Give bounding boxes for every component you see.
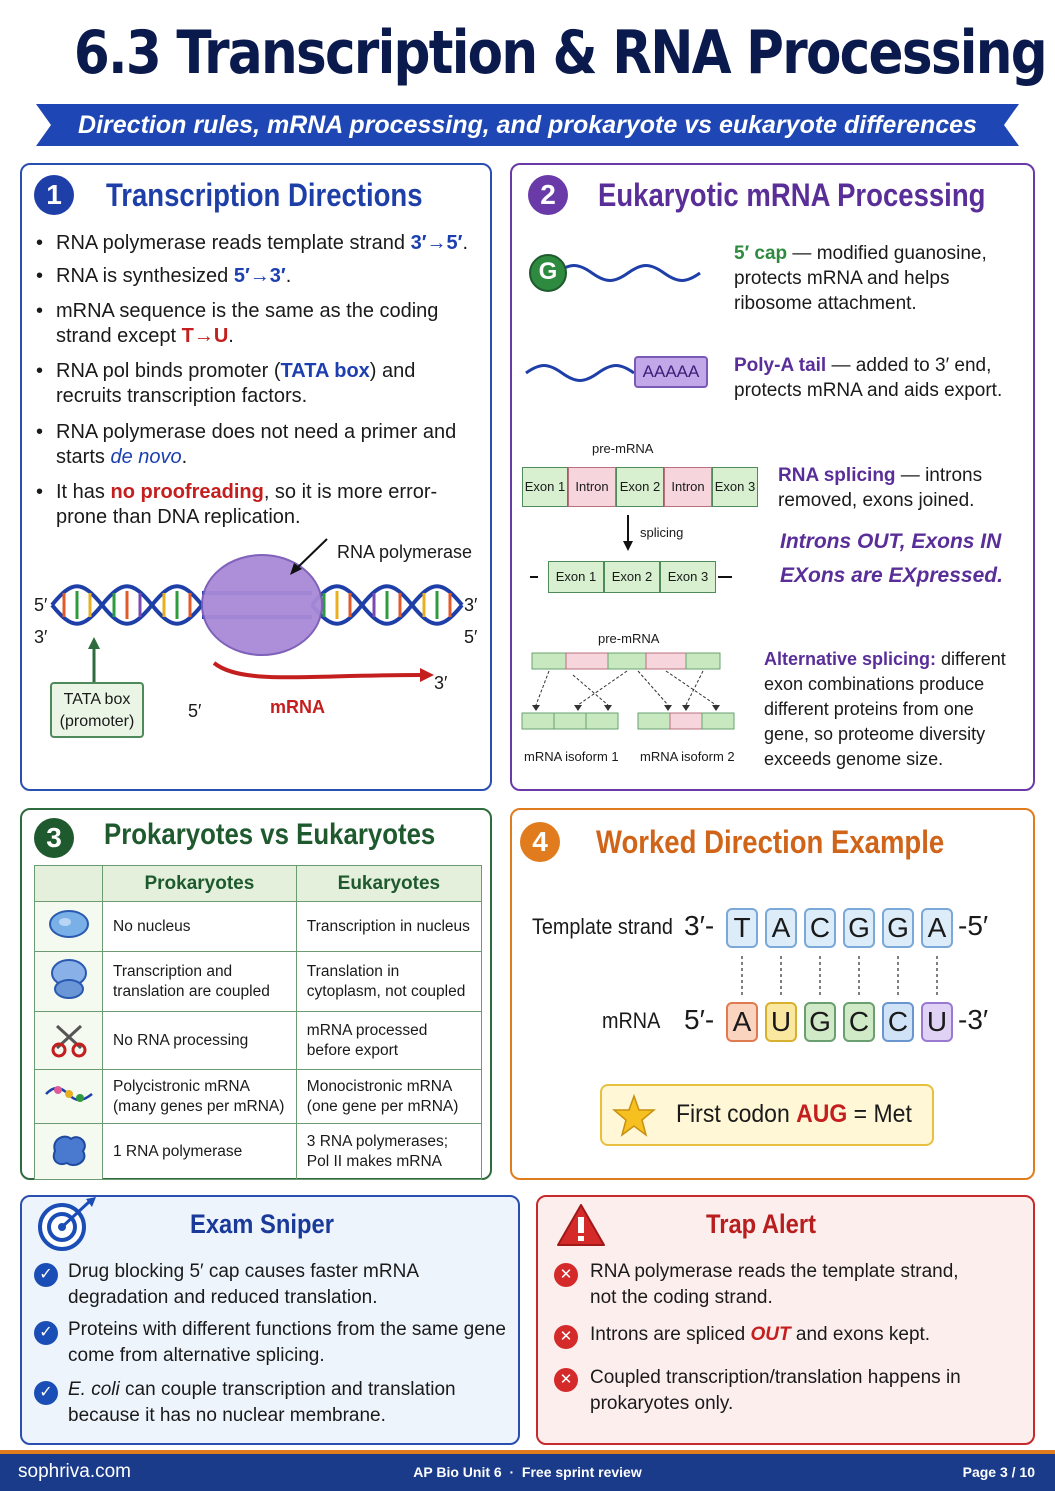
section-number: 1 <box>34 175 74 215</box>
splicing-mnemonic: Introns OUT, Exons IN EXons are EXpressed. <box>780 530 1003 587</box>
mature-line-right <box>718 576 732 578</box>
template-base: T <box>726 908 758 948</box>
table-cell: Transcription and translation are coupled <box>103 952 297 1012</box>
mrna-processing-panel <box>510 163 1035 791</box>
table-header-icon <box>35 866 103 902</box>
template-base: C <box>804 908 836 948</box>
template-base: A <box>921 908 953 948</box>
exam-sniper-panel <box>20 1195 520 1445</box>
bullet-item: • RNA polymerase does not need a primer and starts de novo. <box>36 421 457 468</box>
table-cell: Monocistronic mRNA (one gene per mRNA) <box>296 1070 481 1124</box>
section-heading: Worked Direction Example <box>596 824 945 860</box>
strand-end-label: 5′ <box>464 627 478 647</box>
first-codon-text: First codon AUG = Met <box>676 1100 912 1128</box>
cap-g-icon: G <box>538 258 558 285</box>
base-pair-connectors <box>726 954 966 998</box>
table-row <box>35 1070 482 1124</box>
table-header-row <box>35 866 482 902</box>
comparison-table <box>34 865 482 1180</box>
section-heading: Eukaryotic mRNA Processing <box>598 177 986 213</box>
strand-end-label: 3′ <box>464 595 478 615</box>
bullet-dot: • <box>36 481 44 503</box>
template-end-label: -5′ <box>958 910 989 941</box>
rna-polymerase-shape <box>202 555 322 655</box>
footer-course-info: AP Bio Unit 6 · Free sprint review <box>413 1464 642 1480</box>
bullet-dot: • <box>36 421 44 443</box>
star-icon <box>612 1094 656 1138</box>
exon-segment: Exon 1 <box>548 561 604 593</box>
strand-end-label: 3′ <box>34 627 48 647</box>
subtitle: Direction rules, mRNA processing, and prokaryote vs eukaryote differences <box>78 111 977 139</box>
table-cell: No RNA processing <box>103 1012 297 1070</box>
page-title: 6.3 Transcription & RNA Processing <box>73 18 1047 88</box>
polya-box: AAAAA <box>634 356 708 388</box>
mrna-3-label: 3′ <box>434 673 448 693</box>
mrna-arrowhead <box>420 668 434 682</box>
mrna-label: mRNA <box>270 697 326 717</box>
pre-mrna-label: pre-mRNA <box>592 441 654 456</box>
alt-splicing-description: Alternative splicing: different exon combinations produce different proteins from one gene, so proteome diversity exceeds genome size. <box>764 649 1006 769</box>
bullet-item: • RNA pol binds promoter (TATA box) and recruits transcription factors. <box>36 360 416 407</box>
table-header-prokaryotes: Prokaryotes <box>103 866 297 902</box>
bullet-dot: • <box>36 300 44 322</box>
footer-accent-strip <box>0 1450 1055 1454</box>
footer-site-link[interactable]: sophriva.com <box>18 1461 131 1482</box>
trap-item: RNA polymerase reads the template strand, not the coding strand. <box>590 1261 959 1308</box>
mrna-strand <box>214 663 422 677</box>
template-strand-label: Template strand <box>532 914 673 939</box>
transcription-directions-panel <box>20 163 492 791</box>
table-row <box>35 1124 482 1180</box>
mrna-base: U <box>765 1002 797 1042</box>
section-number: 3 <box>34 818 74 858</box>
section-number: 2 <box>528 175 568 215</box>
mrna-base: A <box>726 1002 758 1042</box>
polymerase-pointer <box>294 539 327 571</box>
first-codon-callout <box>600 1084 934 1146</box>
exam-sniper-heading: Exam Sniper <box>190 1209 334 1239</box>
subtitle-banner <box>36 104 1019 146</box>
table-cell: Polycistronic mRNA (many genes per mRNA) <box>103 1070 297 1124</box>
polymerase-label: RNA polymerase <box>337 542 473 562</box>
mature-line-left <box>530 576 538 578</box>
trap-item: Introns are spliced OUT and exons kept. <box>590 1324 931 1345</box>
isoform-1-label: mRNA isoform 1 <box>524 749 619 764</box>
table-row <box>35 902 482 952</box>
footer <box>0 1454 1055 1491</box>
alt-pre-mrna-label: pre-mRNA <box>598 631 660 646</box>
exam-tip: Proteins with different functions from the same gene come from alternative splicing. <box>68 1319 506 1366</box>
mrna-base: C <box>843 1002 875 1042</box>
polya-strand <box>522 355 642 395</box>
isoform-2-label: mRNA isoform 2 <box>640 749 735 764</box>
table-row <box>35 952 482 1012</box>
mrna-base: U <box>921 1002 953 1042</box>
table-cell: mRNA processed before export <box>296 1012 481 1070</box>
x-icon: ✕ <box>554 1368 578 1392</box>
pre-mrna-segments <box>522 467 758 507</box>
cell-icon <box>35 902 103 952</box>
trap-item: Coupled transcription/translation happens in prokaryotes only. <box>590 1367 961 1414</box>
polya-description: Poly-A tail — added to 3′ end, protects mRNA and aids export. <box>734 355 1003 401</box>
exon-segment: Exon 3 <box>660 561 716 593</box>
exon-segment: Exon 3 <box>712 467 758 507</box>
splicing-description: RNA splicing — introns removed, exons joined. <box>778 465 983 511</box>
worked-example-panel <box>510 808 1035 1180</box>
exon-segment: Exon 2 <box>616 467 664 507</box>
intron-segment: Intron <box>664 467 712 507</box>
table-header-eukaryotes: Eukaryotes <box>296 866 481 902</box>
mrna-start-label: 5′- <box>684 1004 715 1035</box>
check-icon: ✓ <box>34 1321 58 1345</box>
mrna-base: C <box>882 1002 914 1042</box>
bullet-item: • It has no proofreading, so it is more error-prone than DNA replication. <box>36 481 438 528</box>
mature-mrna-segments <box>548 561 716 593</box>
exon-segment: Exon 2 <box>604 561 660 593</box>
template-base: G <box>882 908 914 948</box>
bullet-dot: • <box>36 232 44 254</box>
ribosome-icon <box>35 952 103 1012</box>
x-icon: ✕ <box>554 1325 578 1349</box>
table-row <box>35 1012 482 1070</box>
template-base: A <box>765 908 797 948</box>
warning-icon <box>556 1203 606 1249</box>
scissors-icon <box>35 1012 103 1070</box>
cap-description: 5′ cap — modified guanosine, protects mRNA and helps ribosome attachment. <box>734 243 987 314</box>
splicing-label: splicing <box>640 525 684 540</box>
transcription-diagram <box>22 535 490 785</box>
template-base: G <box>843 908 875 948</box>
check-icon: ✓ <box>34 1263 58 1287</box>
mrna-row-label: mRNA <box>602 1008 661 1033</box>
bullet-item: • mRNA sequence is the same as the coding strand except T→U. <box>36 300 439 347</box>
strand-icon <box>35 1070 103 1124</box>
check-icon: ✓ <box>34 1381 58 1405</box>
page-number: Page 3 / 10 <box>962 1464 1035 1480</box>
tata-box-label: TATA box (promoter) <box>50 682 144 738</box>
exam-tip: Drug blocking 5′ cap causes faster mRNA degradation and reduced translation. <box>68 1261 418 1308</box>
prokaryote-eukaryote-panel <box>20 808 492 1180</box>
strand-end-label: 5′ <box>34 595 48 615</box>
mrna-end-label: -3′ <box>958 1004 989 1035</box>
table-cell: Translation in cytoplasm, not coupled <box>296 952 481 1012</box>
target-icon <box>34 1197 98 1253</box>
section-heading: Prokaryotes vs Eukaryotes <box>104 818 436 851</box>
bullet-dot: • <box>36 265 44 287</box>
trap-alert-heading: Trap Alert <box>706 1209 817 1239</box>
splicing-arrow <box>618 513 638 553</box>
intron-segment: Intron <box>568 467 616 507</box>
template-start-label: 3′- <box>684 910 715 941</box>
polymerase-icon <box>35 1124 103 1180</box>
table-cell: Transcription in nucleus <box>296 902 481 952</box>
table-cell: No nucleus <box>103 902 297 952</box>
bullet-dot: • <box>36 360 44 382</box>
table-cell: 3 RNA polymerases; Pol II makes mRNA <box>296 1124 481 1180</box>
table-cell: 1 RNA polymerase <box>103 1124 297 1180</box>
exam-tip: E. coli can couple transcription and translation because it has no nuclear membrane. <box>68 1379 456 1426</box>
exon-segment: Exon 1 <box>522 467 568 507</box>
bullet-item: • RNA is synthesized 5′→3′. <box>36 265 292 287</box>
mrna-base: G <box>804 1002 836 1042</box>
bullet-item: • RNA polymerase reads template strand 3′→5′. <box>36 232 469 254</box>
mrna-5-label: 5′ <box>188 701 202 721</box>
trap-alert-panel <box>536 1195 1035 1445</box>
x-icon: ✕ <box>554 1263 578 1287</box>
section-heading: Transcription Directions <box>106 177 423 213</box>
section-number: 4 <box>520 822 560 862</box>
